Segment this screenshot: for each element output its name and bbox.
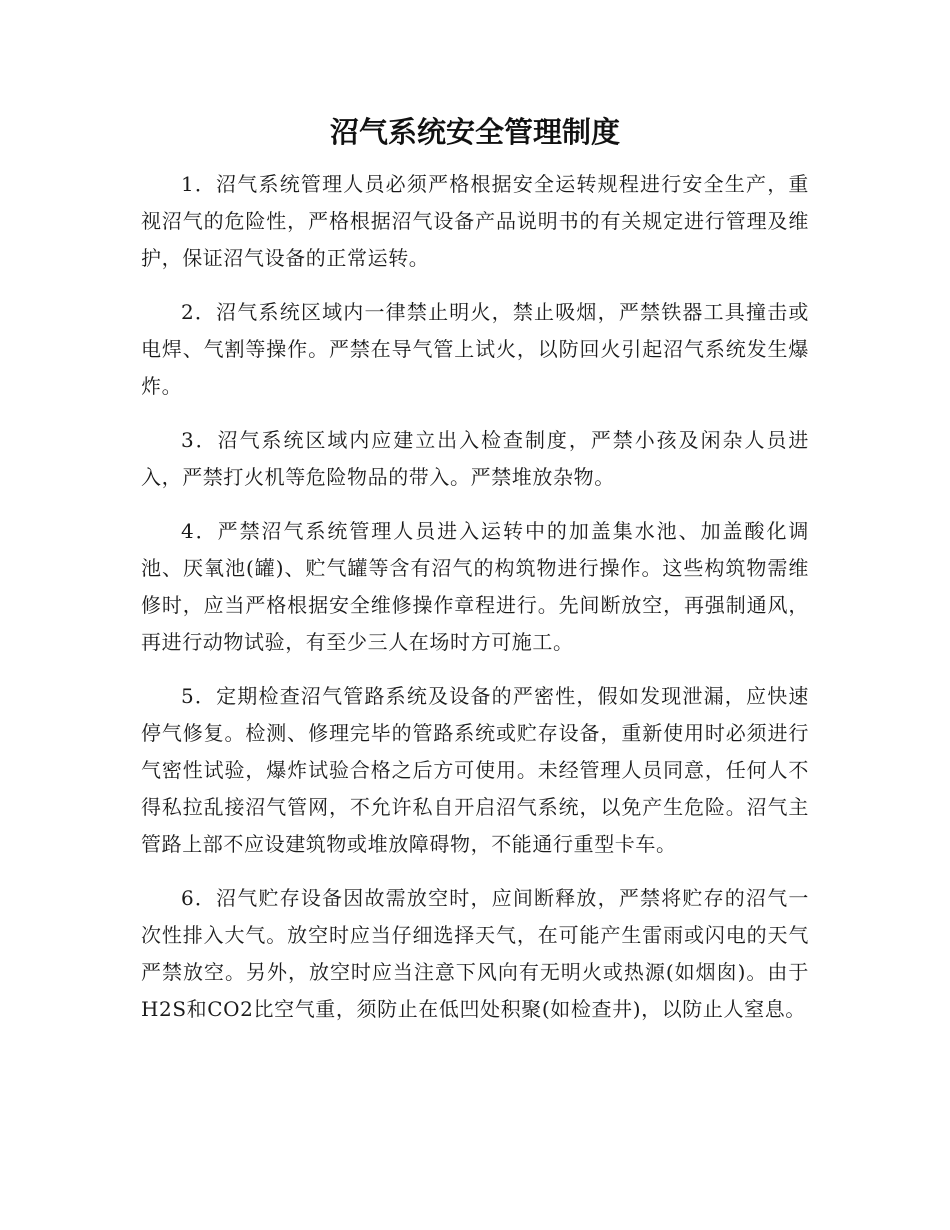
paragraph-3: 3．沼气系统区域内应建立出入检查制度，严禁小孩及闲杂人员进入，严禁打火机等危险物品的带入。严禁堆放杂物。: [141, 428, 809, 489]
document-title: 沼气系统安全管理制度: [329, 115, 620, 149]
paragraph-4: 4．严禁沼气系统管理人员进入运转中的加盖集水池、加盖酸化调池、厌氧池(罐)、贮气罐等含有沼气的构筑物进行操作。这些构筑物需维修时，应当严格根据安全维修操作章程进行。先间断放空，再强制通风，再进行动物试验，有至少三人在场时方可施工。: [141, 519, 809, 654]
paragraph-1: 1．沼气系统管理人员必须严格根据安全运转规程进行安全生产，重视沼气的危险性，严格根据沼气设备产品说明书的有关规定进行管理及维护，保证沼气设备的正常运转。: [141, 172, 809, 270]
document-body: [141, 166, 809, 1045]
paragraph-2: 2．沼气系统区域内一律禁止明火，禁止吸烟，严禁铁器工具撞击或电焊、气割等操作。严禁在导气管上试火，以防回火引起沼气系统发生爆炸。: [141, 300, 809, 398]
paragraph-6: 6．沼气贮存设备因故需放空时，应间断释放，严禁将贮存的沼气一次性排入大气。放空时应当仔细选择天气，在可能产生雷雨或闪电的天气严禁放空。另外，放空时应当注意下风向有无明火或热源(如烟囱)。由于H2S和CO2比空气重，须防止在低凹处积聚(如检查井)，以防止人窒息。: [141, 886, 809, 1021]
paragraph-5: 5．定期检查沼气管路系统及设备的严密性，假如发现泄漏，应快速停气修复。检测、修理完毕的管路系统或贮存设备，重新使用时必须进行气密性试验，爆炸试验合格之后方可使用。未经管理人员同意，任何人不得私拉乱接沼气管网，不允许私自开启沼气系统，以免产生危险。沼气主管路上部不应设建筑物或堆放障碍物，不能通行重型卡车。: [141, 684, 809, 856]
